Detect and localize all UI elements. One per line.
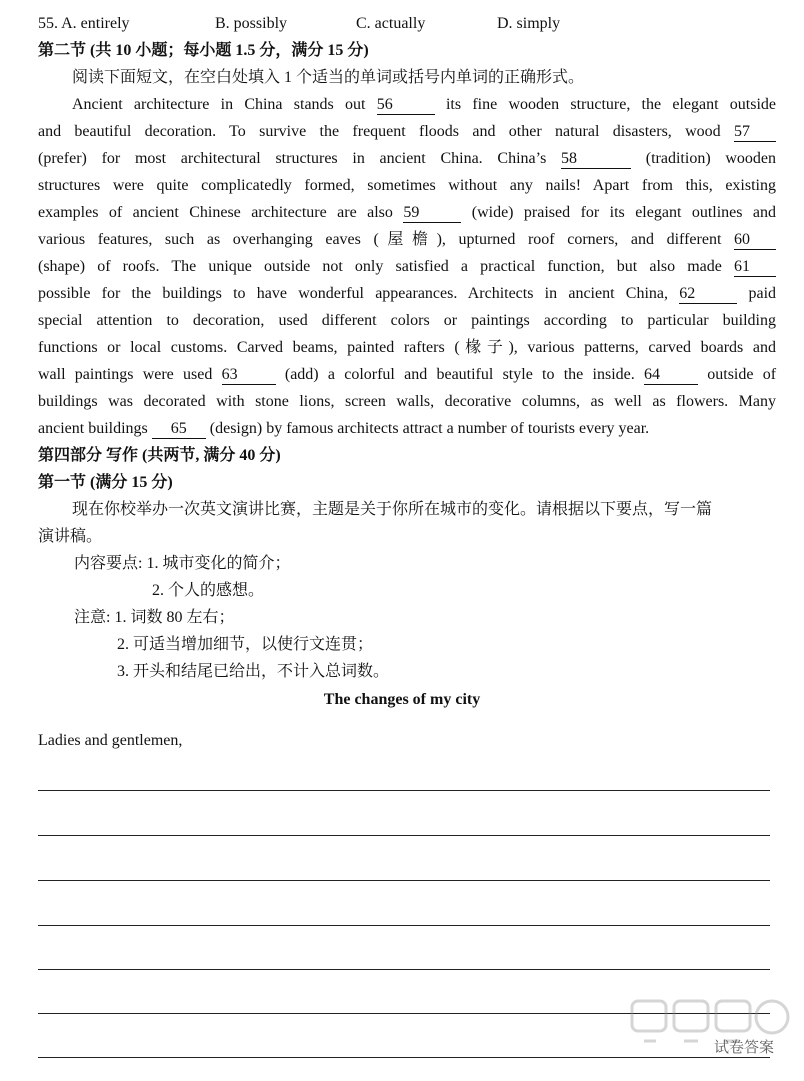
passage-line-11 (38, 361, 776, 388)
q55-option-a: 55. A. entirely (38, 15, 130, 32)
blank-61: 61 (734, 258, 776, 277)
passage-text: (tradition) wooden (645, 150, 777, 167)
blank-65: 65 (152, 420, 206, 439)
q55-option-c: C. actually (356, 15, 426, 32)
passage-line-13 (38, 415, 776, 442)
blank-59: 59 (403, 204, 461, 223)
essay-title: The changes of my city (323, 691, 481, 708)
passage-text: its fine wooden structure, the elegant outside (445, 96, 777, 113)
writing-line[interactable] (38, 880, 770, 881)
section2-heading: 第二节 (共 10 小题；每小题 1.5 分，满分 15 分) (38, 42, 369, 59)
passage-text: (add) a colorful and beautiful style to the inside. (284, 366, 635, 383)
blank-64: 64 (644, 366, 698, 385)
passage-text: outside of (707, 366, 777, 383)
passage-line-4: structures were quite complicatedly formed, sometimes without any nails! Apart from this, existing (38, 177, 776, 194)
q55-option-d: D. simply (497, 15, 561, 32)
passage-text: Ancient architecture in China stands out (72, 96, 366, 113)
passage-line-1 (72, 91, 776, 118)
passage-line-6 (38, 226, 776, 253)
passage-text: (wide) praised for its elegant outlines and (471, 204, 777, 221)
passage-text: and beautiful decoration. To survive the frequent floods and other natural disasters, wood (38, 123, 721, 140)
passage-text: wall paintings were used (38, 366, 213, 383)
content-points-label: 内容要点: 1. 城市变化的简介； (74, 555, 291, 572)
passage-line-9: special attention to decoration, used different colors or paintings according to particular building (38, 312, 776, 329)
writing-line[interactable] (38, 969, 770, 970)
passage-line-2 (38, 118, 776, 145)
passage-text: paid (748, 285, 777, 302)
section2-instruction: 阅读下面短文，在空白处填入 1 个适当的单词或括号内单词的正确形式。 (72, 69, 585, 86)
blank-60: 60 (734, 231, 776, 250)
passage-line-10: functions or local customs. Carved beams, painted rafters (椽子), various patterns, carved boards and (38, 339, 776, 356)
passage-text: examples of ancient Chinese architecture are also (38, 204, 393, 221)
blank-56: 56 (377, 96, 435, 115)
passage-text: (design) by famous architects attract a number of tourists every year. (209, 420, 650, 437)
passage-line-7 (38, 253, 776, 280)
writing-line[interactable] (38, 835, 770, 836)
writing-line[interactable] (38, 925, 770, 926)
q55-option-b: B. possibly (215, 15, 288, 32)
passage-text: various features, such as overhanging eaves (屋檐), upturned roof corners, and different (38, 231, 722, 248)
writing-line[interactable] (38, 790, 770, 791)
writing-prompt-line-1: 现在你校举办一次英文演讲比赛，主题是关于你所在城市的变化。请根据以下要点，写一篇 (72, 501, 713, 518)
part4-section1-heading: 第一节 (满分 15 分) (38, 474, 173, 491)
passage-line-5 (38, 199, 776, 226)
passage-text: possible for the buildings to have wonderful appearances. Architects in ancient China, (38, 285, 668, 302)
essay-opening: Ladies and gentlemen, (38, 732, 183, 749)
blank-63: 63 (222, 366, 276, 385)
note-2: 2. 可适当增加细节，以使行文连贯； (117, 636, 374, 653)
watermark-caption: 试卷答案 (713, 1038, 774, 1056)
blank-62: 62 (679, 285, 737, 304)
passage-text: ancient buildings (38, 420, 148, 437)
writing-prompt-line-2: 演讲稿。 (38, 528, 103, 545)
notes-label: 注意: 1. 词数 80 左右； (74, 609, 235, 626)
passage-line-3 (38, 145, 776, 172)
passage-line-12: buildings was decorated with stone lions, screen walls, decorative columns, as well as flowers. Many (38, 393, 776, 410)
blank-58: 58 (561, 150, 631, 169)
content-point-2: 2. 个人的感想。 (152, 582, 265, 599)
part4-heading: 第四部分 写作 (共两节, 满分 40 分) (38, 447, 281, 464)
note-3: 3. 开头和结尾已给出，不计入总词数。 (117, 663, 390, 680)
passage-text: (shape) of roofs. The unique outside not only satisfied a practical function, but also made (38, 258, 722, 275)
passage-text: (prefer) for most architectural structures in ancient China. China’s (38, 150, 547, 167)
passage-line-8 (38, 280, 776, 307)
blank-57: 57 (734, 123, 776, 142)
